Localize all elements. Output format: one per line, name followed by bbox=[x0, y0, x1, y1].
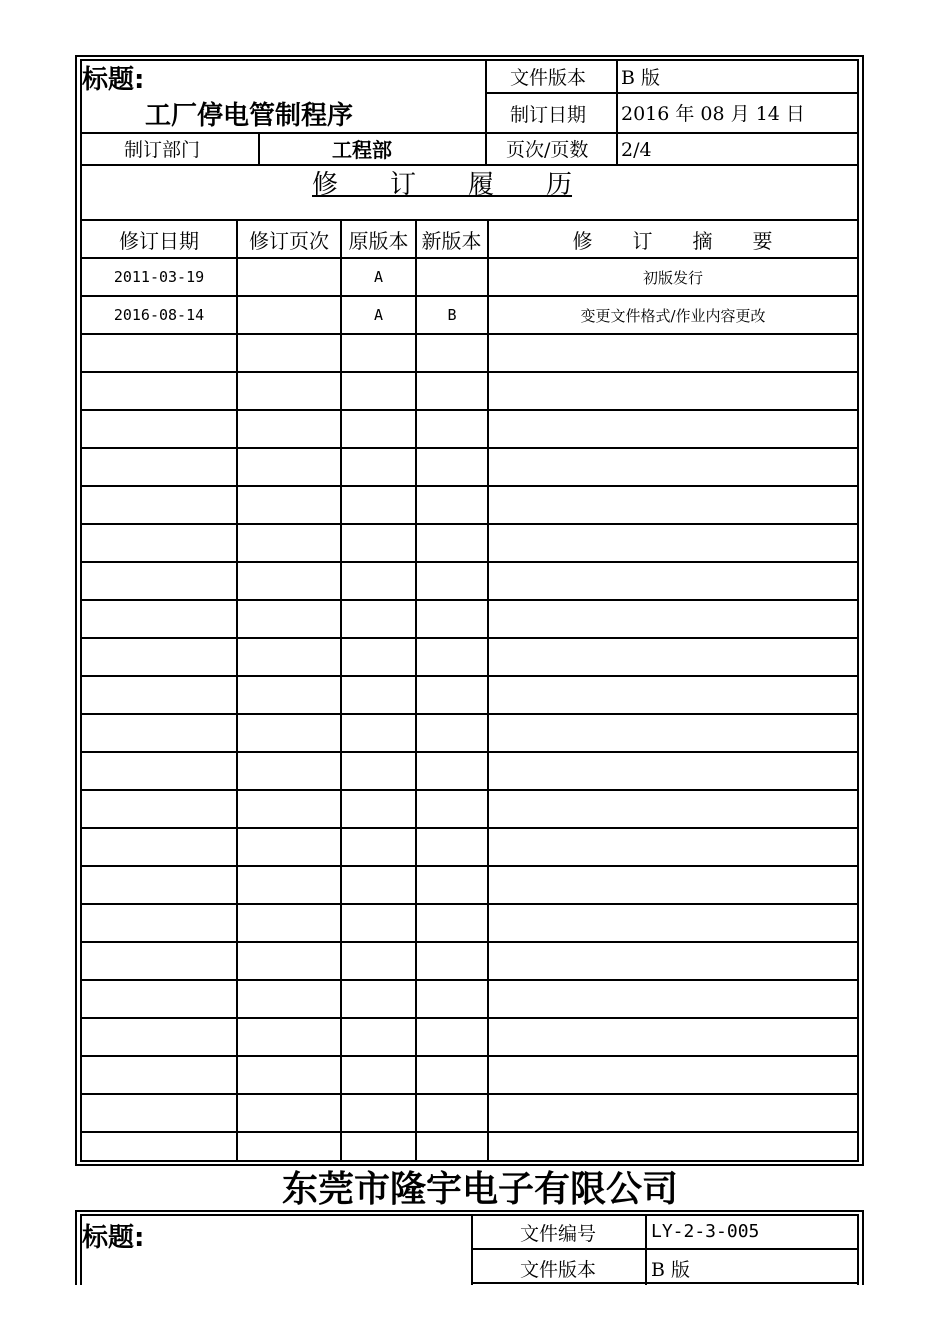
table-cell[interactable] bbox=[238, 1095, 340, 1131]
table-cell[interactable] bbox=[82, 335, 236, 371]
page-value: 2/4 bbox=[621, 139, 652, 161]
col-header-old-version: 原版本 bbox=[348, 229, 409, 253]
table-cell[interactable] bbox=[82, 753, 236, 789]
table-cell[interactable] bbox=[489, 905, 857, 941]
version-label: 文件版本 bbox=[510, 67, 587, 89]
table-cell[interactable] bbox=[342, 905, 415, 941]
table-cell[interactable] bbox=[417, 335, 487, 371]
table-cell[interactable] bbox=[489, 753, 857, 789]
next-header-line bbox=[471, 1248, 859, 1250]
table-row bbox=[0, 335, 950, 371]
table-cell[interactable] bbox=[342, 715, 415, 751]
table-row bbox=[0, 601, 950, 637]
table-cell[interactable] bbox=[238, 715, 340, 751]
table-row bbox=[0, 563, 950, 599]
header-divider-v1 bbox=[485, 59, 487, 165]
table-cell[interactable] bbox=[417, 829, 487, 865]
col-header-date: 修订日期 bbox=[119, 229, 199, 253]
table-cell[interactable] bbox=[489, 487, 857, 523]
table-cell[interactable] bbox=[342, 791, 415, 827]
next-title-label: 标题: bbox=[82, 1223, 145, 1253]
doc-title: 工厂停电管制程序 bbox=[145, 101, 354, 131]
col-header-page: 修订页次 bbox=[249, 229, 329, 253]
table-row bbox=[0, 753, 950, 789]
header-divider-v2 bbox=[616, 59, 618, 165]
table-row bbox=[0, 943, 950, 979]
table-cell[interactable] bbox=[489, 449, 857, 485]
header-line-3 bbox=[80, 164, 859, 166]
table-cell[interactable] bbox=[342, 1095, 415, 1131]
company-name: 东莞市隆宇电子有限公司 bbox=[282, 1169, 679, 1210]
table-cell[interactable]: A bbox=[373, 306, 384, 324]
table-cell[interactable] bbox=[342, 753, 415, 789]
table-cell[interactable] bbox=[417, 981, 487, 1017]
table-cell[interactable] bbox=[489, 677, 857, 713]
table-cell[interactable] bbox=[238, 639, 340, 675]
table-cell[interactable] bbox=[238, 791, 340, 827]
table-cell[interactable] bbox=[489, 335, 857, 371]
table-cell[interactable] bbox=[417, 373, 487, 409]
table-cell[interactable] bbox=[417, 563, 487, 599]
table-cell[interactable] bbox=[417, 639, 487, 675]
title-label: 标题: bbox=[82, 65, 145, 95]
table-cell[interactable] bbox=[238, 259, 340, 295]
table-cell[interactable] bbox=[82, 563, 236, 599]
table-cell[interactable] bbox=[417, 487, 487, 523]
table-cell[interactable] bbox=[238, 1019, 340, 1055]
table-cell[interactable] bbox=[417, 867, 487, 903]
table-row bbox=[0, 373, 950, 409]
table-cell[interactable] bbox=[342, 411, 415, 447]
table-cell[interactable] bbox=[489, 373, 857, 409]
table-row bbox=[0, 259, 950, 295]
table-row bbox=[0, 487, 950, 523]
table-cell[interactable]: 初版发行 bbox=[642, 268, 703, 287]
table-cell[interactable] bbox=[417, 677, 487, 713]
table-cell[interactable] bbox=[82, 791, 236, 827]
table-cell[interactable] bbox=[342, 981, 415, 1017]
table-cell[interactable] bbox=[82, 981, 236, 1017]
table-row bbox=[0, 1019, 950, 1055]
table-cell[interactable] bbox=[82, 905, 236, 941]
table-cell[interactable] bbox=[342, 563, 415, 599]
table-cell[interactable] bbox=[417, 905, 487, 941]
table-cell[interactable] bbox=[417, 1019, 487, 1055]
version-value: B 版 bbox=[621, 67, 661, 89]
table-cell[interactable] bbox=[342, 525, 415, 561]
section-title: 修 订 履 历 bbox=[312, 170, 573, 200]
table-cell[interactable] bbox=[82, 411, 236, 447]
table-cell[interactable] bbox=[417, 753, 487, 789]
table-cell[interactable] bbox=[82, 829, 236, 865]
table-cell[interactable] bbox=[82, 1057, 236, 1093]
table-cell[interactable] bbox=[238, 563, 340, 599]
table-cell[interactable] bbox=[342, 335, 415, 371]
table-cell[interactable] bbox=[342, 867, 415, 903]
dept-value: 工程部 bbox=[332, 138, 392, 162]
table-cell[interactable] bbox=[82, 867, 236, 903]
table-cell[interactable] bbox=[238, 297, 340, 333]
table-row bbox=[0, 411, 950, 447]
table-cell[interactable] bbox=[238, 943, 340, 979]
table-row bbox=[0, 639, 950, 675]
table-row bbox=[0, 1057, 950, 1093]
table-cell[interactable] bbox=[417, 411, 487, 447]
table-cell[interactable] bbox=[238, 677, 340, 713]
table-row bbox=[0, 715, 950, 751]
table-cell[interactable] bbox=[342, 449, 415, 485]
table-cell[interactable] bbox=[82, 525, 236, 561]
table-cell[interactable] bbox=[238, 601, 340, 637]
dept-label: 制订部门 bbox=[124, 139, 201, 161]
table-cell[interactable] bbox=[238, 1057, 340, 1093]
table-cell[interactable] bbox=[82, 373, 236, 409]
table-row bbox=[0, 297, 950, 333]
table-row bbox=[0, 1095, 950, 1131]
table-cell[interactable] bbox=[82, 449, 236, 485]
table-cell[interactable] bbox=[417, 715, 487, 751]
table-cell[interactable] bbox=[238, 1133, 340, 1169]
table-cell[interactable] bbox=[417, 1095, 487, 1131]
table-cell[interactable] bbox=[489, 981, 857, 1017]
table-cell[interactable] bbox=[82, 1095, 236, 1131]
table-row bbox=[0, 829, 950, 865]
table-cell[interactable] bbox=[489, 829, 857, 865]
table-cell[interactable] bbox=[417, 259, 487, 295]
table-cell[interactable] bbox=[489, 791, 857, 827]
table-cell[interactable] bbox=[82, 677, 236, 713]
section-title-line bbox=[80, 219, 859, 221]
table-cell[interactable] bbox=[82, 487, 236, 523]
table-row bbox=[0, 791, 950, 827]
table-row bbox=[0, 981, 950, 1017]
table-cell[interactable]: 2016-08-14 bbox=[113, 306, 205, 324]
table-cell[interactable] bbox=[238, 753, 340, 789]
table-cell[interactable] bbox=[489, 867, 857, 903]
table-cell[interactable] bbox=[342, 1133, 415, 1169]
table-cell[interactable] bbox=[342, 1019, 415, 1055]
table-cell[interactable] bbox=[238, 449, 340, 485]
table-cell[interactable] bbox=[489, 601, 857, 637]
next-doc-no-label: 文件编号 bbox=[520, 1223, 597, 1245]
table-cell[interactable] bbox=[342, 373, 415, 409]
table-cell[interactable]: 2011-03-19 bbox=[113, 268, 205, 286]
table-cell[interactable] bbox=[82, 1019, 236, 1055]
table-cell[interactable] bbox=[489, 525, 857, 561]
table-cell[interactable] bbox=[489, 1057, 857, 1093]
table-cell[interactable] bbox=[238, 525, 340, 561]
next-header-bottom bbox=[471, 1282, 859, 1284]
table-cell[interactable] bbox=[342, 1057, 415, 1093]
table-cell[interactable] bbox=[342, 601, 415, 637]
table-row bbox=[0, 449, 950, 485]
table-row bbox=[0, 1133, 950, 1169]
col-header-new-version: 新版本 bbox=[421, 229, 482, 253]
table-cell[interactable] bbox=[342, 829, 415, 865]
table-cell[interactable] bbox=[489, 1095, 857, 1131]
table-cell[interactable] bbox=[489, 943, 857, 979]
date-value: 2016 年 08 月 14 日 bbox=[621, 103, 805, 125]
table-cell[interactable] bbox=[489, 715, 857, 751]
next-version-value: B 版 bbox=[651, 1259, 691, 1281]
table-cell[interactable] bbox=[82, 639, 236, 675]
header-divider-v3 bbox=[258, 133, 260, 165]
table-cell[interactable]: 变更文件格式/作业内容更改 bbox=[580, 306, 766, 325]
table-row bbox=[0, 867, 950, 903]
table-row bbox=[0, 905, 950, 941]
table-cell[interactable] bbox=[417, 449, 487, 485]
table-row bbox=[0, 525, 950, 561]
table-cell[interactable]: B bbox=[447, 306, 457, 324]
table-cell[interactable] bbox=[417, 943, 487, 979]
table-cell[interactable] bbox=[417, 601, 487, 637]
table-row bbox=[0, 677, 950, 713]
next-doc-no-value: LY-2-3-005 bbox=[651, 1221, 760, 1242]
table-cell[interactable] bbox=[417, 1133, 487, 1169]
next-version-label: 文件版本 bbox=[520, 1259, 597, 1281]
date-label: 制订日期 bbox=[510, 104, 587, 126]
header-line-1 bbox=[485, 92, 859, 94]
table-cell[interactable] bbox=[417, 1057, 487, 1093]
table-cell[interactable] bbox=[238, 373, 340, 409]
table-cell[interactable] bbox=[342, 943, 415, 979]
table-cell[interactable] bbox=[238, 829, 340, 865]
table-cell[interactable] bbox=[489, 1019, 857, 1055]
table-cell[interactable] bbox=[238, 487, 340, 523]
table-cell[interactable] bbox=[489, 411, 857, 447]
table-cell[interactable] bbox=[489, 1133, 857, 1169]
table-cell[interactable] bbox=[238, 411, 340, 447]
table-cell[interactable] bbox=[417, 791, 487, 827]
table-cell[interactable] bbox=[238, 981, 340, 1017]
table-cell[interactable]: A bbox=[373, 268, 384, 286]
table-cell[interactable] bbox=[342, 677, 415, 713]
table-cell[interactable] bbox=[489, 639, 857, 675]
table-cell[interactable] bbox=[82, 601, 236, 637]
table-cell[interactable] bbox=[82, 943, 236, 979]
table-cell[interactable] bbox=[417, 525, 487, 561]
table-cell[interactable] bbox=[342, 639, 415, 675]
page-label: 页次/页数 bbox=[506, 139, 589, 161]
header-line-2 bbox=[80, 132, 859, 134]
table-cell[interactable] bbox=[238, 867, 340, 903]
table-cell[interactable] bbox=[238, 335, 340, 371]
table-cell[interactable] bbox=[489, 563, 857, 599]
table-cell[interactable] bbox=[82, 715, 236, 751]
table-cell[interactable] bbox=[82, 1133, 236, 1169]
table-cell[interactable] bbox=[238, 905, 340, 941]
table-cell[interactable] bbox=[342, 487, 415, 523]
col-header-summary: 修 订 摘 要 bbox=[572, 229, 773, 253]
